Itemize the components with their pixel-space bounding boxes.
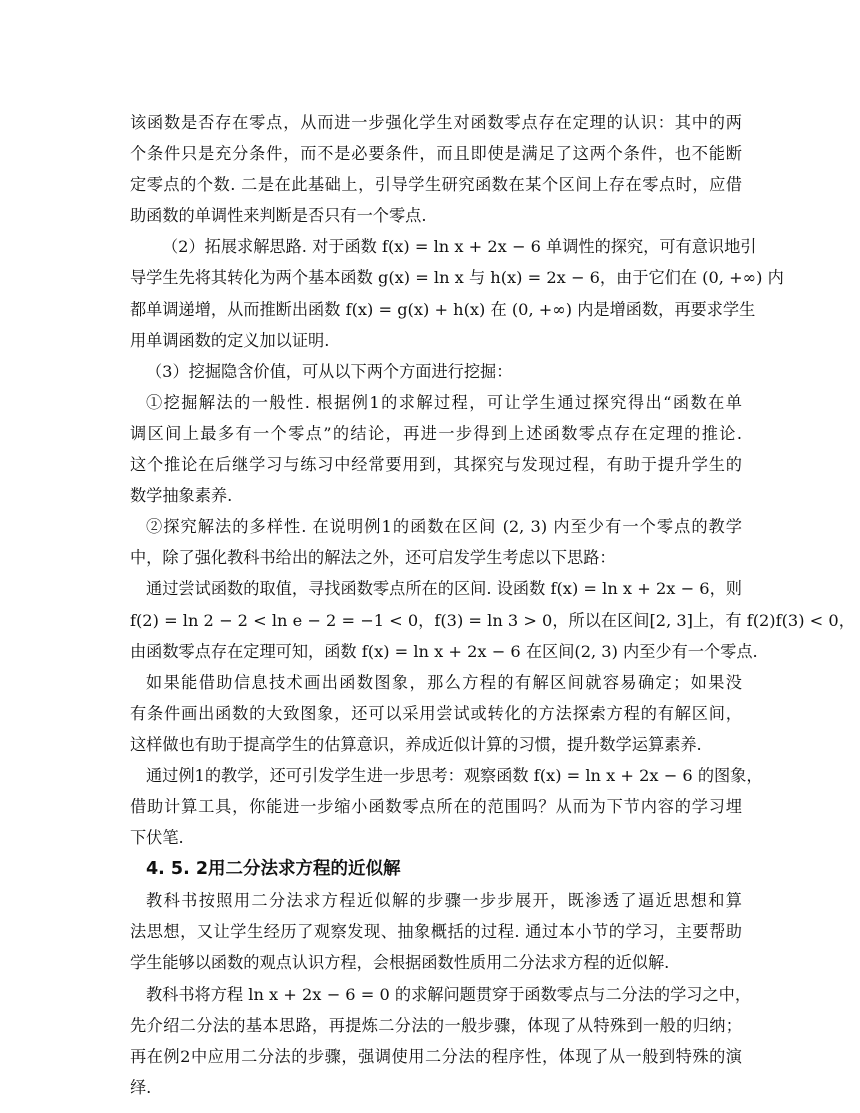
text-line: 这个推论在后继学习与练习中经常要用到，其探究与发现过程，有助于提升学生的 bbox=[130, 455, 742, 475]
page-body bbox=[130, 107, 855, 1103]
text-line: 通过例1的教学，还可引发学生进一步思考：观察函数 f(x) = ln x + 2x − 6 的图象， bbox=[146, 765, 763, 785]
paragraph-information-technology bbox=[130, 667, 742, 760]
text-line: ①挖掘解法的一般性. 根据例1的求解过程，可让学生通过探究得出“函数在单 bbox=[146, 392, 742, 412]
text-line: 先介绍二分法的基本思路，再提炼二分法的一般步骤，体现了从特殊到一般的归纳； bbox=[130, 1015, 742, 1035]
paragraph-diversity bbox=[130, 511, 742, 573]
text-line: 中，除了强化教科书给出的解法之外，还可启发学生考虑以下思路： bbox=[130, 548, 616, 568]
text-line: 如果能借助信息技术画出函数图象，那么方程的有解区间就容易确定；如果没 bbox=[146, 672, 742, 692]
text-line: 绎. bbox=[130, 1077, 152, 1097]
text-line: 借助计算工具，你能进一步缩小函数零点所在的范围吗？从而为下节内容的学习埋 bbox=[130, 797, 742, 817]
paragraph-further-thinking bbox=[130, 760, 763, 853]
paragraph-trial-values bbox=[130, 573, 855, 666]
text-line: 个条件只是充分条件，而不是必要条件，而且即使是满足了这两个条件，也不能断 bbox=[130, 144, 742, 164]
text-line: 定零点的个数. 二是在此基础上，引导学生研究函数在某个区间上存在零点时，应借 bbox=[130, 175, 742, 195]
text-line: 都单调递增，从而推断出函数 f(x) = g(x) + h(x) 在 (0, +∞) 内是增函数，再要求学生 bbox=[130, 299, 756, 319]
paragraph-hidden-value bbox=[130, 356, 742, 387]
paragraph-generality bbox=[130, 387, 742, 511]
text-line: f(2) = ln 2 − 2 < ln e − 2 = −1 < 0，f(3) = ln 3 > 0，所以在区间[2, 3]上，有 f(2)f(3) < 0， bbox=[130, 610, 855, 630]
section-heading: 4. 5. 2用二分法求方程的近似解 bbox=[146, 859, 401, 880]
text-line: 由函数零点存在定理可知，函数 f(x) = ln x + 2x − 6 在区间(2, 3) 内至少有一个零点. bbox=[130, 641, 758, 661]
text-line: 数学抽象素养. bbox=[130, 486, 233, 506]
text-line: 有条件画出函数的大致图象，还可以采用尝试或转化的方法探索方程的有解区间， bbox=[130, 703, 742, 723]
paragraph-bisection-intro bbox=[130, 885, 742, 978]
text-line: 法思想，又让学生经历了观察发现、抽象概括的过程. 通过本小节的学习，主要帮助 bbox=[130, 922, 742, 942]
text-line: 这样做也有助于提高学生的估算意识，养成近似计算的习惯，提升数学运算素养. bbox=[130, 734, 702, 754]
paragraph-continued bbox=[130, 107, 742, 231]
text-line: 用单调函数的定义加以证明. bbox=[130, 330, 330, 350]
text-line: 该函数是否存在零点，从而进一步强化学生对函数零点存在定理的认识：其中的两 bbox=[130, 113, 742, 132]
text-line: ②探究解法的多样性. 在说明例1的函数在区间 (2, 3) 内至少有一个零点的教学 bbox=[146, 517, 742, 537]
text-line: （2）拓展求解思路. 对于函数 f(x) = ln x + 2x − 6 单调性的探究，可有意识地引 bbox=[162, 237, 757, 257]
text-line: （3）挖掘隐含价值，可从以下两个方面进行挖掘： bbox=[146, 361, 513, 381]
text-line: 学生能够以函数的观点认识方程，会根据函数性质用二分法求方程的近似解. bbox=[130, 953, 670, 973]
paragraph-bisection-structure bbox=[130, 979, 752, 1103]
text-line: 助函数的单调性来判断是否只有一个零点. bbox=[130, 206, 427, 226]
paragraph-expand-approach bbox=[130, 231, 784, 355]
text-line: 教科书将方程 ln x + 2x − 6 = 0 的求解问题贯穿于函数零点与二分法的学习之中， bbox=[146, 984, 752, 1004]
text-line: 导学生先将其转化为两个基本函数 g(x) = ln x 与 h(x) = 2x − 6，由于它们在 (0, +∞) 内 bbox=[130, 268, 784, 288]
text-line: 再在例2中应用二分法的步骤，强调使用二分法的程序性，体现了从一般到特殊的演 bbox=[130, 1046, 742, 1066]
text-line: 教科书按照用二分法求方程近似解的步骤一步步展开，既渗透了逼近思想和算 bbox=[146, 891, 742, 911]
text-line: 通过尝试函数的取值，寻找函数零点所在的区间. 设函数 f(x) = ln x + 2x − 6，则 bbox=[146, 579, 742, 599]
text-line: 调区间上最多有一个零点”的结论，再进一步得到上述函数零点存在定理的推论. bbox=[130, 423, 742, 443]
text-line: 下伏笔. bbox=[130, 828, 184, 848]
